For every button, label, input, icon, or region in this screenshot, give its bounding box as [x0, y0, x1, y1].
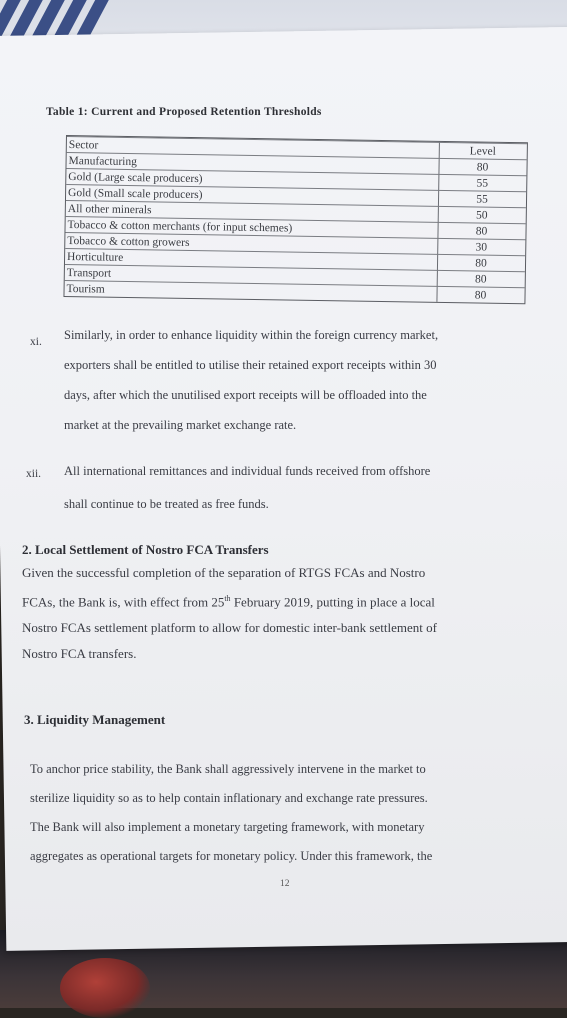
table-cell-level: 50: [475, 209, 488, 222]
list-marker: xi.: [30, 336, 42, 348]
table-cell-level: 55: [476, 177, 489, 190]
table-cell-level: 80: [474, 273, 487, 286]
table-cell-level: 55: [476, 193, 488, 206]
section-paragraph: [22, 560, 437, 667]
section-heading: 2. Local Settlement of Nostro FCA Transfers: [22, 542, 269, 557]
text-line: Similarly, in order to enhance liquidity within the foreign currency market,: [64, 328, 439, 342]
text-line: To anchor price stability, the Bank shall aggressively intervene in the market to: [30, 762, 426, 776]
text-line: FCAs, the Bank is, with effect from 25th February 2019, putting in place a local: [22, 594, 435, 610]
section-paragraph: [30, 755, 432, 871]
list-item-text: [64, 320, 438, 440]
table-cell-sector: Gold (Small scale producers): [67, 187, 203, 202]
table-cell-sector: All other minerals: [67, 203, 152, 217]
text-line: days, after which the unutilised export receipts will be offloaded into the: [64, 388, 427, 402]
table-cell-sector: Tobacco & cotton merchants (for input schemes): [67, 219, 293, 235]
table-header-sector: Sector: [68, 139, 99, 152]
text-line: sterilize liquidity so as to help contain inflationary and exchange rate pressures.: [30, 791, 428, 805]
table-cell-sector: Gold (Large scale producers): [68, 171, 203, 186]
text-line: Nostro FCA transfers.: [22, 646, 137, 662]
text-line: shall continue to be treated as free funds.: [64, 497, 269, 511]
table-cell-sector: Transport: [66, 267, 112, 280]
section-heading: 3. Liquidity Management: [24, 712, 166, 727]
table-cell-level: 80: [474, 289, 487, 302]
table-cell-level: 30: [475, 241, 488, 254]
table-cell-sector: Horticulture: [66, 251, 124, 264]
text-line: Nostro FCAs settlement platform to allow for domestic inter-bank settlement of: [22, 620, 437, 636]
text-line: exporters shall be entitled to utilise their retained export receipts within 30: [64, 358, 437, 372]
table-caption: Table 1: Current and Proposed Retention Thresholds: [46, 106, 322, 118]
table-cell-level: 80: [475, 257, 487, 270]
text-line: Given the successful completion of the separation of RTGS FCAs and Nostro: [22, 565, 426, 580]
text-line: All international remittances and individual funds received from offshore: [64, 464, 431, 478]
table-cell-sector: Manufacturing: [68, 155, 138, 169]
table-cell-sector: Tobacco & cotton growers: [67, 235, 190, 249]
text-line: aggregates as operational targets for monetary policy. Under this framework, the: [30, 849, 433, 863]
text-line: market at the prevailing market exchange rate.: [64, 418, 297, 432]
retention-table: [63, 135, 527, 304]
text-line: The Bank will also implement a monetary targeting framework, with monetary: [30, 820, 425, 834]
table-cell-level: 80: [476, 161, 489, 174]
page-number: 12: [280, 879, 290, 889]
table-header-level: Level: [469, 145, 496, 158]
list-item-text: [64, 455, 430, 521]
table-cell-sector: Tourism: [66, 283, 105, 296]
table-cell-level: 80: [475, 225, 488, 238]
list-marker: xii.: [26, 468, 42, 480]
